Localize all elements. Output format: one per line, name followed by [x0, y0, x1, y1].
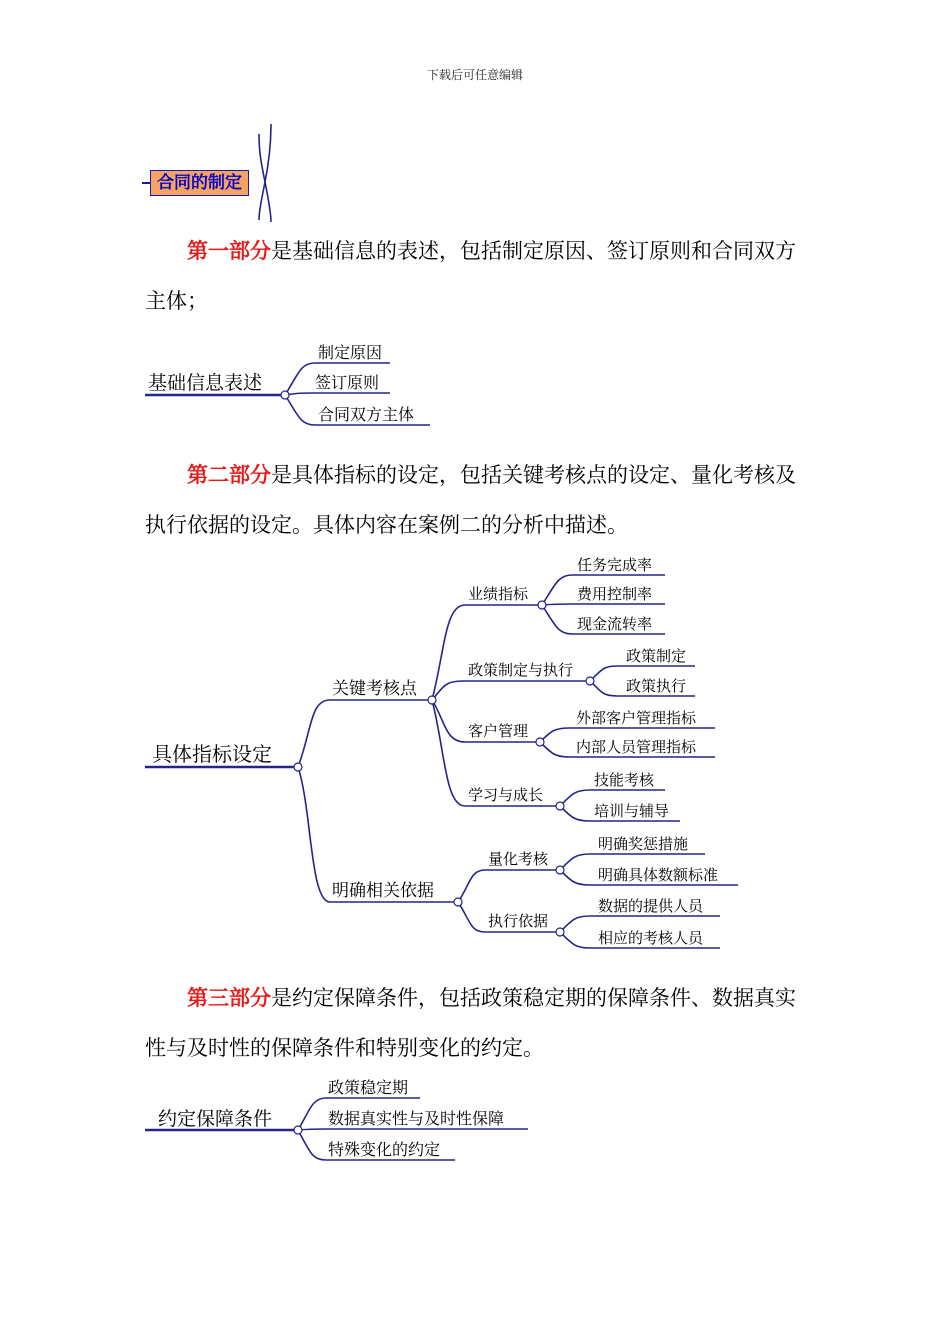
mm2-leaf: 明确具体数额标准 [598, 866, 719, 884]
mm3-child-1: 数据真实性与及时性保障 [328, 1109, 505, 1128]
mm2-node-0-2: 客户管理 [468, 722, 529, 740]
mm1-link-1 [285, 393, 390, 395]
mm3-child-0: 政策稳定期 [328, 1078, 409, 1097]
paragraph-part-3 [145, 973, 815, 1073]
part-3-text: 是约定保障条件，包括政策稳定期的保障条件、数据真实性与及时性的保障条件和特别变化的约定。 [145, 986, 796, 1060]
mm2-leaf: 政策制定 [626, 647, 687, 665]
mm2-node-1-1: 执行依据 [488, 912, 549, 930]
part-3-highlight: 第三部分 [187, 986, 271, 1010]
paragraph-part-1 [145, 226, 815, 326]
mm2-node-0-1: 政策制定与执行 [468, 661, 574, 679]
mm2-leaf: 培训与辅导 [594, 802, 670, 820]
title-branch-lines [255, 122, 285, 224]
mindmap-indicators [140, 550, 760, 955]
part-1-highlight: 第一部分 [187, 239, 271, 263]
mm1-root-label: 基础信息表述 [148, 372, 263, 394]
part-2-highlight: 第二部分 [187, 463, 271, 487]
page-header: 下载后可任意编辑 [426, 68, 523, 82]
mm2-branch-0: 关键考核点 [332, 679, 417, 699]
paragraph-part-2 [145, 450, 815, 550]
mm3-root-label: 约定保障条件 [158, 1108, 273, 1130]
mm1-root-node [281, 391, 289, 399]
mm2-leaf: 政策执行 [626, 677, 687, 695]
mindmap-guarantee [140, 1070, 540, 1165]
mm2-leaf: 技能考核 [594, 771, 655, 789]
mm2-leaf: 内部人员管理指标 [576, 738, 697, 756]
mm2-leaf: 外部客户管理指标 [576, 709, 697, 727]
mm1-child-2: 合同双方主体 [318, 405, 415, 424]
mm2-root-label: 具体指标设定 [152, 742, 272, 766]
mm2-branch-1: 明确相关依据 [332, 881, 434, 901]
mm1-child-0: 制定原因 [318, 343, 383, 362]
mm2-leaf: 现金流转率 [577, 615, 653, 633]
mm1-child-1: 签订原则 [315, 373, 380, 392]
mindmap-basic-info [140, 335, 440, 435]
mm2-node-0-3: 学习与成长 [468, 786, 544, 804]
mm2-node-1-0: 量化考核 [488, 850, 549, 868]
mm2-leaf: 费用控制率 [577, 585, 653, 603]
part-1-text: 是基础信息的表述，包括制定原因、签订原则和合同双方主体； [145, 239, 796, 313]
mm2-leaf: 数据的提供人员 [598, 897, 704, 915]
section-title: 合同的制定 [150, 170, 249, 196]
mm2-node-0-0: 业绩指标 [468, 585, 529, 603]
mm2-leaf: 任务完成率 [577, 556, 653, 574]
mm2-leaf: 相应的考核人员 [598, 929, 704, 947]
part-2-text: 是具体指标的设定，包括关键考核点的设定、量化考核及执行依据的设定。具体内容在案例二的分析中描述。 [145, 463, 796, 537]
mm2-leaf: 明确奖惩措施 [598, 835, 689, 853]
mm3-child-2: 特殊变化的约定 [328, 1140, 441, 1159]
